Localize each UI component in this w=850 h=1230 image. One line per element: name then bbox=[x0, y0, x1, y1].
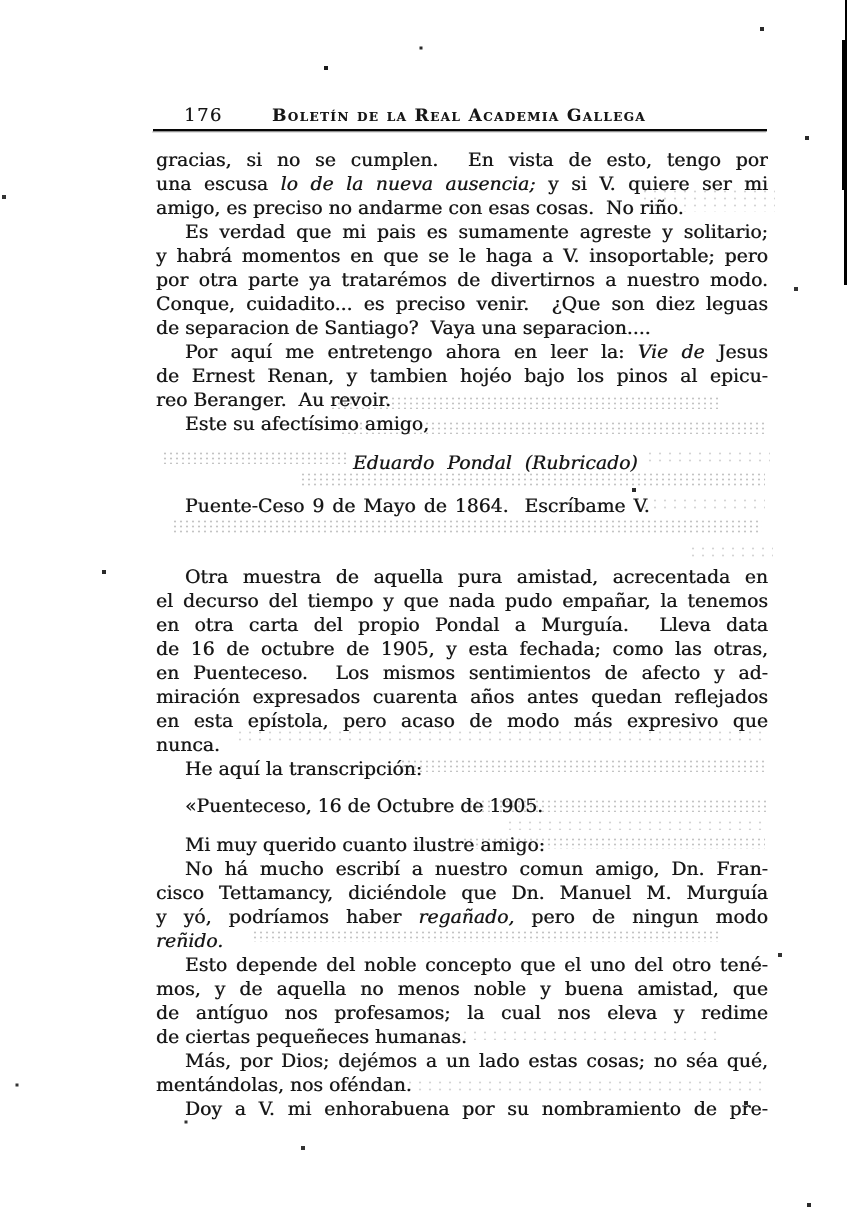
bleed-through-artifact bbox=[645, 450, 770, 463]
text-run: Puente-Ceso 9 de Mayo de 1864. Escríbame V. bbox=[185, 496, 650, 517]
text-run: Conque, cuidadito... es preciso venir. ¿Que son diez leguas bbox=[156, 294, 768, 315]
text-run: Mi muy querido cuanto ilustre amigo: bbox=[185, 835, 545, 856]
text-run: mos, y de aquella no menos noble y buena amistad, que bbox=[156, 979, 768, 1000]
scan-edge-artifact bbox=[842, 40, 847, 190]
text-line bbox=[156, 293, 768, 317]
text-run: Jesus bbox=[704, 342, 768, 363]
text-line bbox=[156, 614, 768, 638]
bleed-through-artifact bbox=[400, 759, 765, 772]
bleed-through-artifact bbox=[340, 421, 765, 434]
bleed-through-artifact bbox=[162, 451, 347, 464]
text-run: miración expresados cuarenta años antes quedan reflejados bbox=[156, 687, 768, 708]
text-run: por otra parte ya tratarémos de divertirnos a nuestro modo. bbox=[156, 270, 768, 291]
text-run: el decurso del tiempo y que nada pudo empañar, la tenemos bbox=[156, 591, 768, 612]
text-run: pero de ningun modo bbox=[514, 907, 768, 928]
text-line bbox=[156, 978, 768, 1002]
bleed-through-artifact bbox=[640, 188, 775, 212]
text-line bbox=[156, 245, 768, 269]
text-line bbox=[156, 221, 768, 245]
text-run: en otra carta del propio Pondal a Murguía. Lleva data bbox=[156, 615, 768, 636]
italic-text-run: reñido. bbox=[156, 931, 224, 952]
bleed-through-artifact bbox=[235, 729, 765, 741]
text-line bbox=[156, 590, 768, 614]
bleed-through-artifact bbox=[385, 1079, 765, 1091]
text-run: Es verdad que mi pais es sumamente agreste y solitario; bbox=[185, 222, 768, 243]
journal-title: Boletín de la Real Academia Gallega bbox=[271, 106, 647, 126]
text-line bbox=[156, 317, 768, 341]
text-line bbox=[156, 686, 768, 710]
ink-specks-artifact bbox=[0, 0, 2, 2]
text-line bbox=[156, 566, 768, 590]
text-line bbox=[156, 341, 768, 365]
bleed-through-artifact bbox=[688, 545, 773, 557]
text-line bbox=[156, 1098, 768, 1122]
text-line bbox=[156, 269, 768, 293]
bleed-through-artifact bbox=[462, 837, 765, 849]
text-run: nunca. bbox=[156, 735, 220, 756]
text-run: amigo, es preciso no andarme con esas cosas. No riño. bbox=[156, 198, 684, 219]
italic-text-run: lo de la nueva ausencia; bbox=[280, 174, 536, 195]
text-run: reo Beranger. Au revoir. bbox=[156, 390, 392, 411]
page-body bbox=[156, 149, 768, 1122]
bleed-through-artifact bbox=[468, 799, 766, 812]
text-run: y yó, podríamos haber bbox=[156, 907, 419, 928]
text-block-paragraph bbox=[156, 221, 768, 341]
text-run: Este su afectísimo amigo, bbox=[185, 414, 430, 435]
bleed-through-artifact bbox=[505, 819, 765, 830]
text-line bbox=[156, 906, 768, 930]
bleed-through-artifact bbox=[640, 497, 765, 509]
page-number: 176 bbox=[184, 105, 223, 126]
text-run: de ciertas pequeñeces humanas. bbox=[156, 1027, 468, 1048]
text-run: Más, por Dios; dejémos a un lado estas cosas; no séa qué, bbox=[185, 1051, 768, 1072]
text-run: de separacion de Santiago? Vaya una separacion.... bbox=[156, 318, 651, 339]
page-header bbox=[156, 103, 768, 129]
italic-text-run: Vie de bbox=[637, 342, 705, 363]
text-line bbox=[156, 149, 768, 173]
text-run: de 16 de octubre de 1905, y esta fechada; como las otras, bbox=[156, 639, 768, 660]
text-run: mentándolas, nos oféndan. bbox=[156, 1075, 412, 1096]
text-line bbox=[156, 365, 768, 389]
italic-text-run: regañado, bbox=[418, 907, 515, 928]
text-run: gracias, si no se cumplen. En vista de esto, tengo por bbox=[156, 150, 768, 171]
bleed-through-artifact bbox=[172, 519, 762, 534]
text-run: y si V. quiere ser mi bbox=[535, 174, 768, 195]
scan-edge-artifact bbox=[844, 188, 847, 285]
text-line bbox=[156, 882, 768, 906]
text-run: Por aquí me entretengo ahora en leer la: bbox=[185, 342, 638, 363]
italic-text-run: Eduardo Pondal (Rubricado) bbox=[353, 453, 638, 474]
text-run: Doy a V. mi enhorabuena por su nombramiento de pre- bbox=[185, 1099, 768, 1120]
text-run: No há mucho escribí a nuestro comun amigo, Dn. Fran- bbox=[185, 859, 768, 880]
text-run: Esto depende del noble concepto que el uno del otro tené- bbox=[185, 955, 768, 976]
scan-edge-artifact bbox=[845, 0, 847, 44]
text-run: He aquí la transcripción: bbox=[185, 759, 423, 780]
header-rule bbox=[153, 129, 767, 131]
bleed-through-artifact bbox=[252, 930, 720, 942]
text-run: Otra muestra de aquella pura amistad, acrecentada en bbox=[185, 567, 768, 588]
text-run: «Puenteceso, 16 de Octubre de 1905. bbox=[185, 796, 544, 817]
text-block-paragraph bbox=[156, 1098, 768, 1122]
text-line bbox=[156, 858, 768, 882]
text-run: una escusa bbox=[156, 174, 281, 195]
text-run: en esta epístola, pero acaso de modo más expresivo que bbox=[156, 711, 768, 732]
text-line bbox=[156, 1050, 768, 1074]
text-line bbox=[156, 662, 768, 686]
text-line bbox=[156, 1002, 768, 1026]
bleed-through-artifact bbox=[420, 1029, 720, 1040]
text-line bbox=[156, 954, 768, 978]
text-run: en Puenteceso. Los mismos sentimientos de afecto y ad- bbox=[156, 663, 768, 684]
bleed-through-artifact bbox=[330, 396, 720, 409]
text-run: y habrá momentos en que se le haga a V. insoportable; pero bbox=[156, 246, 768, 267]
text-run: de Ernest Renan, y tambien hojéo bajo los pinos al epicu- bbox=[156, 366, 768, 387]
text-run: cisco Tettamancy, diciéndole que Dn. Manuel M. Murguía bbox=[156, 883, 768, 904]
bleed-through-artifact bbox=[300, 472, 765, 486]
text-line bbox=[156, 638, 768, 662]
text-run: de antíguo nos profesamos; la cual nos eleva y redime bbox=[156, 1003, 768, 1024]
